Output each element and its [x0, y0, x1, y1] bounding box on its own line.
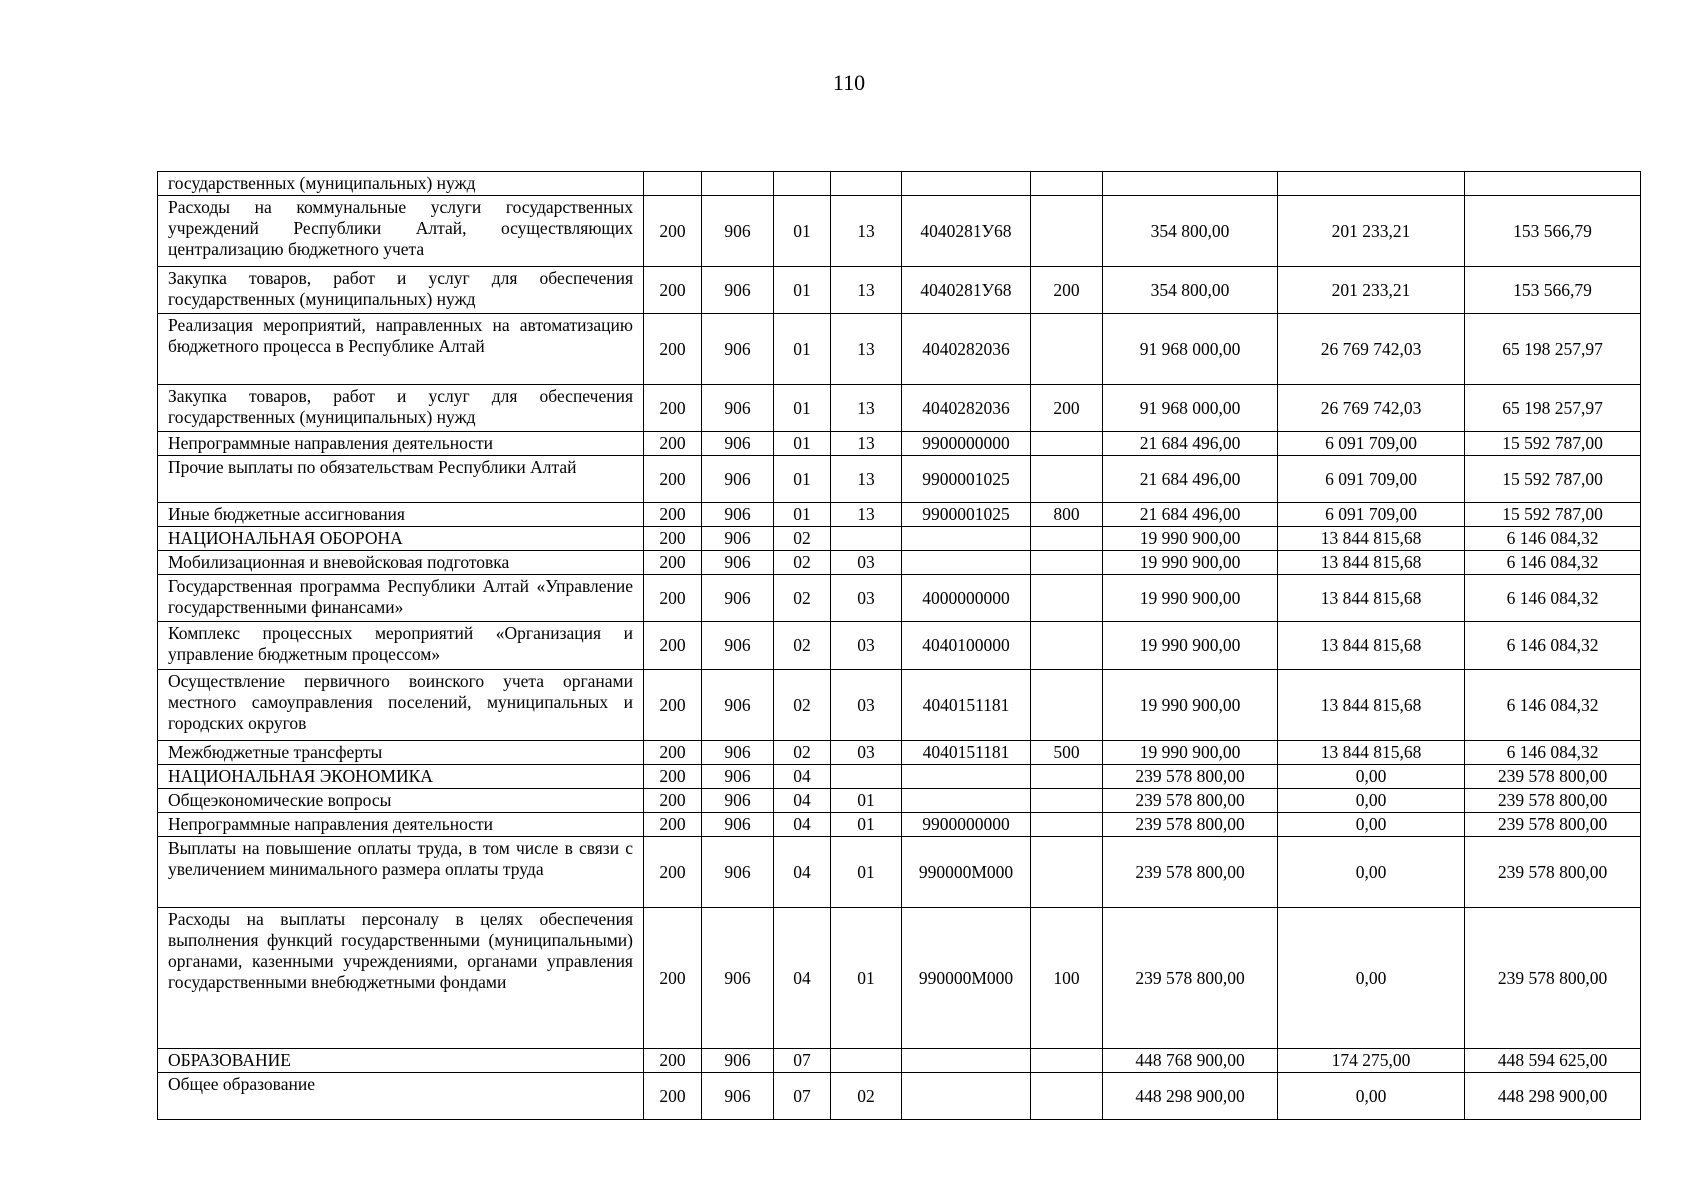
row-section: 04 — [774, 813, 831, 837]
row-admin-code: 200 — [644, 789, 702, 813]
table-row — [158, 527, 1641, 551]
row-expense-type: 500 — [1031, 741, 1103, 765]
row-section: 07 — [774, 1073, 831, 1120]
budget-table-body — [158, 172, 1641, 1120]
row-expense-type — [1031, 813, 1103, 837]
row-executed: 174 275,00 — [1278, 1049, 1465, 1073]
row-planned: 354 800,00 — [1103, 196, 1278, 267]
row-subsection: 13 — [831, 267, 902, 314]
row-executed: 13 844 815,68 — [1278, 527, 1465, 551]
row-section: 01 — [774, 196, 831, 267]
row-grbs-code: 906 — [702, 837, 774, 908]
row-grbs-code: 906 — [702, 622, 774, 670]
row-expense-type — [1031, 575, 1103, 622]
row-grbs-code: 906 — [702, 670, 774, 741]
row-name: Межбюджетные трансферты — [158, 741, 644, 765]
row-expense-type — [1031, 172, 1103, 196]
table-row — [158, 196, 1641, 267]
row-name: Непрограммные направления деятельности — [158, 813, 644, 837]
row-section: 02 — [774, 741, 831, 765]
row-target-article: 9900000000 — [902, 813, 1031, 837]
row-expense-type — [1031, 765, 1103, 789]
row-grbs-code: 906 — [702, 765, 774, 789]
row-admin-code: 200 — [644, 765, 702, 789]
row-admin-code: 200 — [644, 1049, 702, 1073]
row-subsection: 01 — [831, 908, 902, 1049]
row-subsection — [831, 1049, 902, 1073]
row-admin-code — [644, 172, 702, 196]
row-planned: 448 768 900,00 — [1103, 1049, 1278, 1073]
row-section: 01 — [774, 267, 831, 314]
row-grbs-code: 906 — [702, 314, 774, 385]
row-admin-code: 200 — [644, 385, 702, 432]
row-target-article: 9900001025 — [902, 503, 1031, 527]
row-grbs-code: 906 — [702, 196, 774, 267]
row-name: Общее образование — [158, 1073, 644, 1120]
row-planned: 239 578 800,00 — [1103, 908, 1278, 1049]
row-admin-code: 200 — [644, 456, 702, 503]
row-name: Реализация мероприятий, направленных на автоматизацию бюджетного процесса в Республике Алтай — [158, 314, 644, 385]
table-row — [158, 622, 1641, 670]
row-admin-code: 200 — [644, 527, 702, 551]
row-subsection: 13 — [831, 314, 902, 385]
row-section: 04 — [774, 765, 831, 789]
row-admin-code: 200 — [644, 1073, 702, 1120]
row-executed: 6 091 709,00 — [1278, 432, 1465, 456]
row-grbs-code: 906 — [702, 551, 774, 575]
row-remaining: 448 594 625,00 — [1465, 1049, 1641, 1073]
row-name: Иные бюджетные ассигнования — [158, 503, 644, 527]
row-remaining: 239 578 800,00 — [1465, 813, 1641, 837]
row-remaining: 448 298 900,00 — [1465, 1073, 1641, 1120]
row-section: 02 — [774, 670, 831, 741]
row-admin-code: 200 — [644, 622, 702, 670]
row-target-article: 9900000000 — [902, 432, 1031, 456]
row-expense-type — [1031, 432, 1103, 456]
row-expense-type — [1031, 527, 1103, 551]
row-admin-code: 200 — [644, 908, 702, 1049]
row-name: Прочие выплаты по обязательствам Республики Алтай — [158, 456, 644, 503]
row-planned: 91 968 000,00 — [1103, 385, 1278, 432]
table-row — [158, 908, 1641, 1049]
row-subsection — [831, 527, 902, 551]
row-remaining: 65 198 257,97 — [1465, 314, 1641, 385]
row-planned — [1103, 172, 1278, 196]
row-expense-type — [1031, 1073, 1103, 1120]
row-expense-type — [1031, 1049, 1103, 1073]
row-planned: 239 578 800,00 — [1103, 765, 1278, 789]
row-name: Общеэкономические вопросы — [158, 789, 644, 813]
row-admin-code: 200 — [644, 741, 702, 765]
row-subsection — [831, 765, 902, 789]
row-name: Осуществление первичного воинского учета органами местного самоуправления поселений, муниципальных и городских округов — [158, 670, 644, 741]
row-section: 01 — [774, 314, 831, 385]
row-remaining: 239 578 800,00 — [1465, 789, 1641, 813]
row-expense-type — [1031, 837, 1103, 908]
row-target-article: 4040100000 — [902, 622, 1031, 670]
row-name: Государственная программа Республики Алтай «Управление государственными финансами» — [158, 575, 644, 622]
row-expense-type — [1031, 196, 1103, 267]
row-executed: 201 233,21 — [1278, 196, 1465, 267]
row-target-article: 990000М000 — [902, 908, 1031, 1049]
row-subsection: 03 — [831, 551, 902, 575]
row-expense-type — [1031, 551, 1103, 575]
row-target-article: 4040151181 — [902, 741, 1031, 765]
row-name: Выплаты на повышение оплаты труда, в том числе в связи с увеличением минимального размера оплаты труда — [158, 837, 644, 908]
row-remaining: 6 146 084,32 — [1465, 551, 1641, 575]
row-expense-type — [1031, 789, 1103, 813]
row-name: Комплекс процессных мероприятий «Организация и управление бюджетным процессом» — [158, 622, 644, 670]
row-admin-code: 200 — [644, 314, 702, 385]
page-number: 110 — [832, 70, 866, 95]
row-grbs-code: 906 — [702, 1049, 774, 1073]
table-row — [158, 813, 1641, 837]
row-subsection: 03 — [831, 670, 902, 741]
row-subsection: 01 — [831, 789, 902, 813]
row-executed: 6 091 709,00 — [1278, 456, 1465, 503]
row-target-article: 4040281У68 — [902, 267, 1031, 314]
row-section — [774, 172, 831, 196]
row-planned: 21 684 496,00 — [1103, 456, 1278, 503]
row-executed — [1278, 172, 1465, 196]
row-planned: 19 990 900,00 — [1103, 622, 1278, 670]
row-target-article: 4040282036 — [902, 314, 1031, 385]
row-target-article: 4040282036 — [902, 385, 1031, 432]
row-name: НАЦИОНАЛЬНАЯ ОБОРОНА — [158, 527, 644, 551]
row-target-article: 4040281У68 — [902, 196, 1031, 267]
row-section: 01 — [774, 385, 831, 432]
row-subsection: 02 — [831, 1073, 902, 1120]
row-remaining — [1465, 172, 1641, 196]
row-remaining: 15 592 787,00 — [1465, 456, 1641, 503]
row-grbs-code: 906 — [702, 267, 774, 314]
row-planned: 354 800,00 — [1103, 267, 1278, 314]
row-subsection: 13 — [831, 503, 902, 527]
row-planned: 19 990 900,00 — [1103, 670, 1278, 741]
row-grbs-code: 906 — [702, 813, 774, 837]
row-admin-code: 200 — [644, 196, 702, 267]
row-executed: 26 769 742,03 — [1278, 385, 1465, 432]
row-planned: 19 990 900,00 — [1103, 527, 1278, 551]
row-section: 01 — [774, 432, 831, 456]
row-executed: 26 769 742,03 — [1278, 314, 1465, 385]
row-expense-type — [1031, 456, 1103, 503]
row-section: 02 — [774, 622, 831, 670]
row-admin-code: 200 — [644, 551, 702, 575]
row-remaining: 239 578 800,00 — [1465, 765, 1641, 789]
row-planned: 448 298 900,00 — [1103, 1073, 1278, 1120]
row-section: 02 — [774, 575, 831, 622]
row-subsection: 13 — [831, 456, 902, 503]
row-name: Расходы на выплаты персоналу в целях обеспечения выполнения функций государственными (муниципальными) органами, казенными учреждениями, органами управления государственными внебюджетными фондами — [158, 908, 644, 1049]
row-executed: 6 091 709,00 — [1278, 503, 1465, 527]
row-remaining: 6 146 084,32 — [1465, 575, 1641, 622]
row-subsection — [831, 172, 902, 196]
row-remaining: 153 566,79 — [1465, 267, 1641, 314]
row-grbs-code — [702, 172, 774, 196]
row-executed: 201 233,21 — [1278, 267, 1465, 314]
row-target-article — [902, 1049, 1031, 1073]
row-grbs-code: 906 — [702, 456, 774, 503]
row-section: 02 — [774, 527, 831, 551]
row-target-article — [902, 789, 1031, 813]
row-section: 04 — [774, 837, 831, 908]
row-section: 04 — [774, 908, 831, 1049]
row-planned: 19 990 900,00 — [1103, 741, 1278, 765]
row-planned: 19 990 900,00 — [1103, 575, 1278, 622]
row-planned: 91 968 000,00 — [1103, 314, 1278, 385]
row-target-article — [902, 527, 1031, 551]
row-remaining: 15 592 787,00 — [1465, 503, 1641, 527]
row-grbs-code: 906 — [702, 575, 774, 622]
row-grbs-code: 906 — [702, 432, 774, 456]
row-remaining: 6 146 084,32 — [1465, 527, 1641, 551]
row-remaining: 65 198 257,97 — [1465, 385, 1641, 432]
row-section: 01 — [774, 456, 831, 503]
row-expense-type — [1031, 622, 1103, 670]
row-expense-type — [1031, 314, 1103, 385]
row-grbs-code: 906 — [702, 908, 774, 1049]
row-expense-type: 800 — [1031, 503, 1103, 527]
row-section: 07 — [774, 1049, 831, 1073]
row-expense-type: 100 — [1031, 908, 1103, 1049]
row-name: НАЦИОНАЛЬНАЯ ЭКОНОМИКА — [158, 765, 644, 789]
row-admin-code: 200 — [644, 670, 702, 741]
row-target-article: 990000М000 — [902, 837, 1031, 908]
row-target-article — [902, 765, 1031, 789]
row-target-article — [902, 1073, 1031, 1120]
row-target-article: 4040151181 — [902, 670, 1031, 741]
table-row — [158, 385, 1641, 432]
table-row — [158, 503, 1641, 527]
row-remaining: 6 146 084,32 — [1465, 670, 1641, 741]
row-executed: 13 844 815,68 — [1278, 575, 1465, 622]
row-planned: 21 684 496,00 — [1103, 503, 1278, 527]
row-target-article — [902, 172, 1031, 196]
row-section: 04 — [774, 789, 831, 813]
row-name: Мобилизационная и вневойсковая подготовка — [158, 551, 644, 575]
row-target-article — [902, 551, 1031, 575]
table-row — [158, 551, 1641, 575]
row-admin-code: 200 — [644, 267, 702, 314]
row-planned: 239 578 800,00 — [1103, 813, 1278, 837]
row-admin-code: 200 — [644, 813, 702, 837]
table-row — [158, 314, 1641, 385]
row-expense-type: 200 — [1031, 385, 1103, 432]
row-remaining: 6 146 084,32 — [1465, 622, 1641, 670]
row-executed: 0,00 — [1278, 1073, 1465, 1120]
row-executed: 13 844 815,68 — [1278, 741, 1465, 765]
row-grbs-code: 906 — [702, 503, 774, 527]
row-target-article: 9900001025 — [902, 456, 1031, 503]
row-remaining: 239 578 800,00 — [1465, 837, 1641, 908]
row-subsection: 03 — [831, 575, 902, 622]
row-subsection: 13 — [831, 385, 902, 432]
table-row — [158, 1073, 1641, 1120]
row-grbs-code: 906 — [702, 1073, 774, 1120]
row-name: Непрограммные направления деятельности — [158, 432, 644, 456]
row-planned: 19 990 900,00 — [1103, 551, 1278, 575]
row-executed: 0,00 — [1278, 837, 1465, 908]
row-planned: 239 578 800,00 — [1103, 789, 1278, 813]
row-name: Закупка товаров, работ и услуг для обеспечения государственных (муниципальных) нужд — [158, 267, 644, 314]
row-executed: 13 844 815,68 — [1278, 670, 1465, 741]
table-row — [158, 837, 1641, 908]
row-remaining: 6 146 084,32 — [1465, 741, 1641, 765]
table-row — [158, 1049, 1641, 1073]
row-planned: 239 578 800,00 — [1103, 837, 1278, 908]
row-executed: 13 844 815,68 — [1278, 551, 1465, 575]
table-row — [158, 172, 1641, 196]
row-grbs-code: 906 — [702, 789, 774, 813]
row-name: государственных (муниципальных) нужд — [158, 172, 644, 196]
row-grbs-code: 906 — [702, 527, 774, 551]
row-name: Расходы на коммунальные услуги государственных учреждений Республики Алтай, осуществляющих централизацию бюджетного учета — [158, 196, 644, 267]
row-admin-code: 200 — [644, 575, 702, 622]
row-admin-code: 200 — [644, 432, 702, 456]
table-row — [158, 670, 1641, 741]
row-subsection: 03 — [831, 741, 902, 765]
row-executed: 0,00 — [1278, 813, 1465, 837]
table-row — [158, 765, 1641, 789]
budget-table — [157, 171, 1641, 1120]
row-subsection: 13 — [831, 432, 902, 456]
row-admin-code: 200 — [644, 503, 702, 527]
row-subsection: 03 — [831, 622, 902, 670]
row-section: 01 — [774, 503, 831, 527]
row-admin-code: 200 — [644, 837, 702, 908]
row-expense-type — [1031, 670, 1103, 741]
table-row — [158, 789, 1641, 813]
row-remaining: 153 566,79 — [1465, 196, 1641, 267]
table-row — [158, 267, 1641, 314]
row-expense-type: 200 — [1031, 267, 1103, 314]
row-target-article: 4000000000 — [902, 575, 1031, 622]
row-name: ОБРАЗОВАНИЕ — [158, 1049, 644, 1073]
row-remaining: 15 592 787,00 — [1465, 432, 1641, 456]
table-row — [158, 575, 1641, 622]
row-name: Закупка товаров, работ и услуг для обеспечения государственных (муниципальных) нужд — [158, 385, 644, 432]
row-remaining: 239 578 800,00 — [1465, 908, 1641, 1049]
row-section: 02 — [774, 551, 831, 575]
row-executed: 0,00 — [1278, 765, 1465, 789]
row-subsection: 01 — [831, 837, 902, 908]
table-row — [158, 456, 1641, 503]
row-subsection: 13 — [831, 196, 902, 267]
row-subsection: 01 — [831, 813, 902, 837]
row-grbs-code: 906 — [702, 741, 774, 765]
row-executed: 13 844 815,68 — [1278, 622, 1465, 670]
row-planned: 21 684 496,00 — [1103, 432, 1278, 456]
table-row — [158, 432, 1641, 456]
table-row — [158, 741, 1641, 765]
row-executed: 0,00 — [1278, 908, 1465, 1049]
row-grbs-code: 906 — [702, 385, 774, 432]
row-executed: 0,00 — [1278, 789, 1465, 813]
